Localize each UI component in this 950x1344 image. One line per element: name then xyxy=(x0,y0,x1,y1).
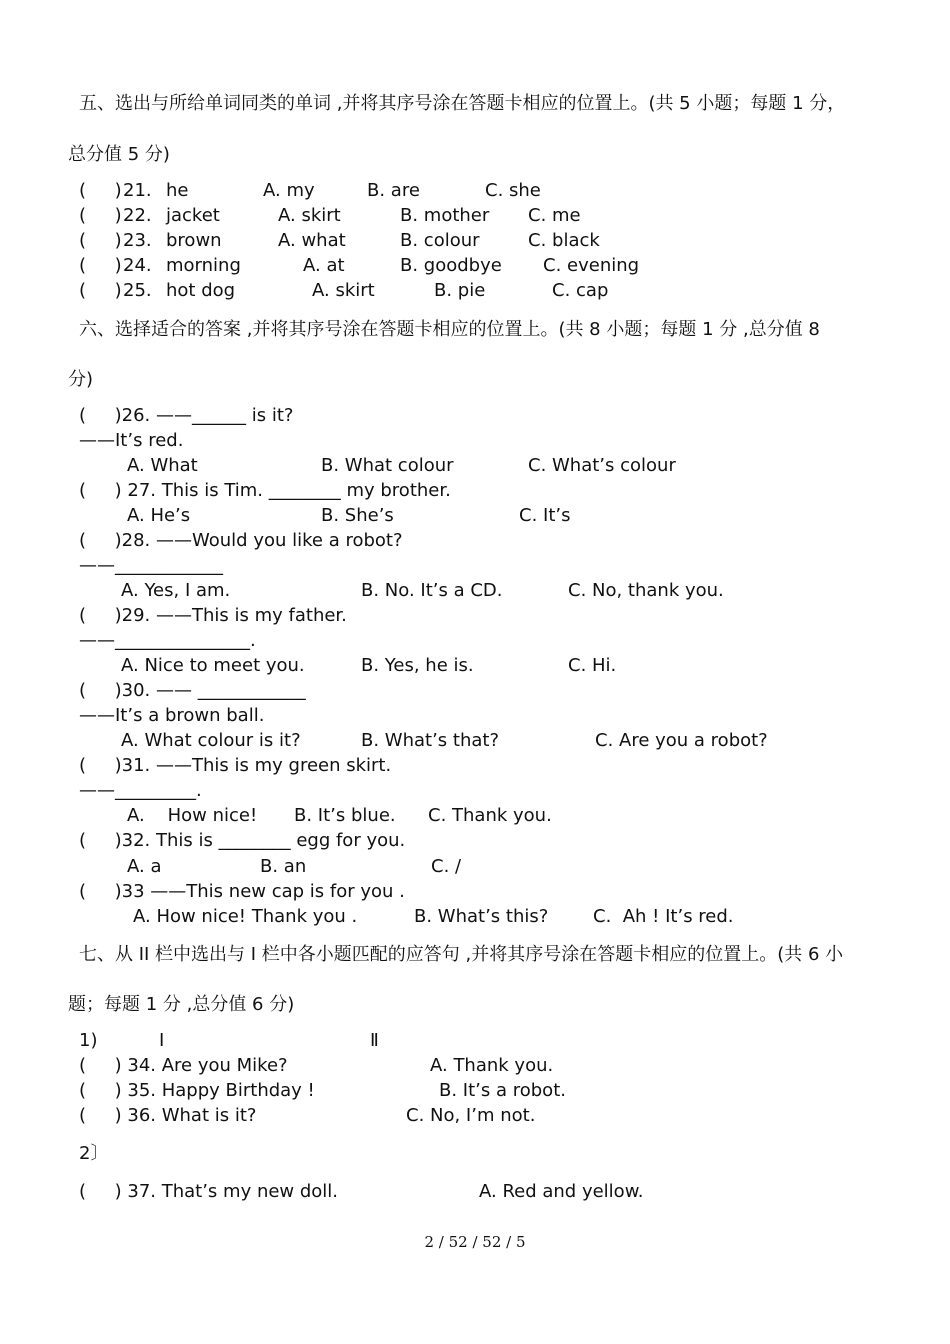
option-a: A. What xyxy=(127,455,198,476)
option-c: C. black xyxy=(528,230,600,251)
matching-question: ( ) 34. Are you Mike? xyxy=(79,1055,288,1076)
option-a: A. How nice! xyxy=(127,805,258,826)
option-b: B. an xyxy=(260,856,307,877)
question-stem: ( )32. This is ________ egg for you. xyxy=(79,830,406,851)
option-c: C. evening xyxy=(543,255,640,276)
question-stem: ( )31. ——This is my green skirt. xyxy=(79,755,392,776)
question-number: 23. xyxy=(123,230,152,251)
question-number: 24. xyxy=(123,255,152,276)
section7-heading-line2: 题；每题 1 分 ,总分值 6 分) xyxy=(68,994,295,1015)
question-number: 25. xyxy=(123,280,152,301)
option-a: A. what xyxy=(278,230,346,251)
matching-answer: A. Red and yellow. xyxy=(479,1181,644,1202)
matching-answer: A. Thank you. xyxy=(430,1055,554,1076)
question-reply: ——It’s red. xyxy=(79,430,184,451)
matching-question: ( ) 36. What is it? xyxy=(79,1105,257,1126)
question-number: 21. xyxy=(123,180,152,201)
question-stem: ( )33 ——This new cap is for you . xyxy=(79,881,405,902)
option-c: C. cap xyxy=(552,280,609,301)
given-word: hot dog xyxy=(166,280,236,301)
option-a: A. skirt xyxy=(312,280,375,301)
option-b: B. What’s this? xyxy=(414,906,549,927)
option-b: B. goodbye xyxy=(400,255,502,276)
answer-paren: ( ) xyxy=(79,280,122,301)
given-word: jacket xyxy=(166,205,220,226)
option-b: B. colour xyxy=(400,230,480,251)
given-word: brown xyxy=(166,230,222,251)
option-a: A. my xyxy=(263,180,315,201)
option-c: C. me xyxy=(528,205,581,226)
option-b: B. No. It’s a CD. xyxy=(361,580,503,601)
answer-paren: ( ) xyxy=(79,230,122,251)
page-number: 2 / 52 / 52 / 5 xyxy=(424,1233,526,1251)
option-b: B. What’s that? xyxy=(361,730,500,751)
option-c: C. Ah ! It’s red. xyxy=(593,906,734,927)
question-stem: ( )26. ——______ is it? xyxy=(79,405,294,426)
section7-heading-line1: 七、从 II 栏中选出与 I 栏中各小题匹配的应答句 ,并将其序号涂在答题卡相应的位置上。(共 6 小 xyxy=(79,944,844,965)
matching-question: ( ) 37. That’s my new doll. xyxy=(79,1181,339,1202)
option-a: A. Yes, I am. xyxy=(121,580,231,601)
option-a: A. What colour is it? xyxy=(121,730,301,751)
option-c: C. It’s xyxy=(519,505,571,526)
option-a: A. skirt xyxy=(278,205,341,226)
question-stem: ( )29. ——This is my father. xyxy=(79,605,347,626)
option-a: A. a xyxy=(127,856,162,877)
option-a: A. How nice! Thank you . xyxy=(133,906,358,927)
given-word: he xyxy=(166,180,189,201)
answer-paren: ( ) xyxy=(79,180,122,201)
question-reply: ——____________ xyxy=(79,555,223,576)
question-number: 22. xyxy=(123,205,152,226)
option-b: B. pie xyxy=(434,280,486,301)
question-reply: ——_______________. xyxy=(79,630,256,651)
option-c: C. What’s colour xyxy=(528,455,676,476)
given-word: morning xyxy=(166,255,241,276)
option-a: A. at xyxy=(303,255,345,276)
matching-answer: C. No, I’m not. xyxy=(406,1105,536,1126)
option-a: A. He’s xyxy=(127,505,191,526)
matching-part2-label: 2〕 xyxy=(79,1143,109,1164)
option-b: B. mother xyxy=(400,205,490,226)
answer-paren: ( ) xyxy=(79,205,122,226)
option-b: B. are xyxy=(367,180,420,201)
matching-answer: B. It’s a robot. xyxy=(439,1080,566,1101)
question-stem: ( ) 27. This is Tim. ________ my brother. xyxy=(79,480,451,501)
column-i-label: Ⅰ xyxy=(159,1030,165,1051)
option-c: C. Hi. xyxy=(568,655,617,676)
section6-heading-line1: 六、选择适合的答案 ,并将其序号涂在答题卡相应的位置上。(共 8 小题；每题 1 分 ,总分值 8 xyxy=(79,319,820,340)
question-reply: ——It’s a brown ball. xyxy=(79,705,265,726)
matching-question: ( ) 35. Happy Birthday ! xyxy=(79,1080,315,1101)
option-c: C. Thank you. xyxy=(428,805,552,826)
section5-heading-line2: 总分值 5 分) xyxy=(68,144,170,165)
question-reply: ——_________. xyxy=(79,780,202,801)
option-c: C. / xyxy=(431,856,462,877)
section5-heading-line1: 五、选出与所给单词同类的单词 ,并将其序号涂在答题卡相应的位置上。(共 5 小题；每题 1 分， xyxy=(79,93,846,114)
option-b: B. She’s xyxy=(321,505,394,526)
option-b: B. Yes, he is. xyxy=(361,655,474,676)
option-a: A. Nice to meet you. xyxy=(121,655,305,676)
option-c: C. she xyxy=(485,180,541,201)
option-b: B. It’s blue. xyxy=(294,805,396,826)
question-stem: ( )30. —— ____________ xyxy=(79,680,306,701)
answer-paren: ( ) xyxy=(79,255,122,276)
option-b: B. What colour xyxy=(321,455,454,476)
part-label: 1) xyxy=(79,1030,98,1051)
question-stem: ( )28. ——Would you like a robot? xyxy=(79,530,403,551)
option-c: C. Are you a robot? xyxy=(595,730,768,751)
column-ii-label: Ⅱ xyxy=(370,1030,379,1051)
section6-heading-line2: 分) xyxy=(68,369,94,390)
option-c: C. No, thank you. xyxy=(568,580,724,601)
